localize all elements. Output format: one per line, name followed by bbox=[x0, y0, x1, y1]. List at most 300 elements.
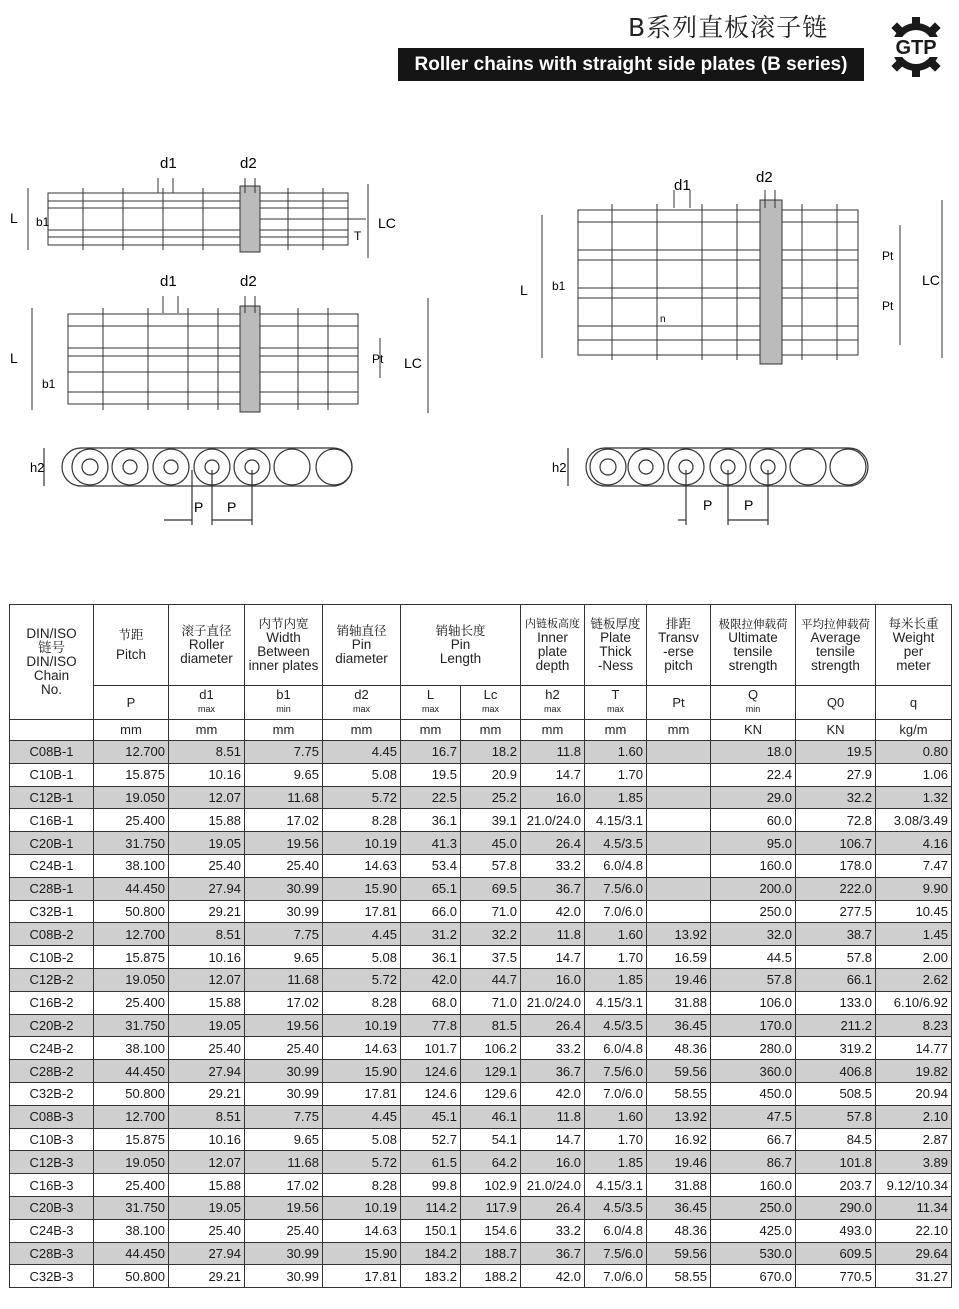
label-L: L bbox=[10, 210, 18, 226]
table-cell: 25.400 bbox=[94, 1174, 169, 1197]
table-cell: 21.0/24.0 bbox=[521, 809, 585, 832]
chain-model-cell: C12B-1 bbox=[10, 786, 94, 809]
table-row bbox=[10, 786, 952, 809]
table-cell: 39.1 bbox=[461, 809, 521, 832]
table-cell bbox=[647, 741, 711, 764]
diagram-side-view-right bbox=[548, 440, 878, 530]
table-row bbox=[10, 877, 952, 900]
table-cell: 11.8 bbox=[521, 741, 585, 764]
label-d2-triplex: d2 bbox=[756, 169, 773, 186]
table-cell: 1.60 bbox=[585, 1105, 647, 1128]
table-cell: 11.8 bbox=[521, 1105, 585, 1128]
unit-Q: KN bbox=[711, 720, 796, 741]
table-cell: 26.4 bbox=[521, 832, 585, 855]
table-cell: 14.7 bbox=[521, 1128, 585, 1151]
label-d1: d1 bbox=[160, 155, 177, 172]
table-cell: 8.51 bbox=[169, 1105, 245, 1128]
table-cell: 4.15/3.1 bbox=[585, 809, 647, 832]
table-cell bbox=[647, 900, 711, 923]
table-cell: 6.0/4.8 bbox=[585, 1219, 647, 1242]
table-cell: 25.400 bbox=[94, 991, 169, 1014]
table-row bbox=[10, 900, 952, 923]
table-cell: 44.450 bbox=[94, 1060, 169, 1083]
table-cell: 101.8 bbox=[796, 1151, 876, 1174]
table-cell: 14.63 bbox=[323, 1037, 401, 1060]
table-cell: 17.02 bbox=[245, 991, 323, 1014]
header-width-inner: 内节内宽 Width Between inner plates bbox=[245, 605, 323, 686]
unit-Lc: mm bbox=[461, 720, 521, 741]
table-cell: 8.51 bbox=[169, 923, 245, 946]
table-cell: 7.47 bbox=[876, 854, 952, 877]
chain-model-cell: C24B-2 bbox=[10, 1037, 94, 1060]
table-cell: 12.07 bbox=[169, 968, 245, 991]
table-cell: 44.5 bbox=[711, 946, 796, 969]
table-cell: 38.7 bbox=[796, 923, 876, 946]
chain-model-cell: C08B-2 bbox=[10, 923, 94, 946]
table-cell: 9.65 bbox=[245, 1128, 323, 1151]
table-row bbox=[10, 1265, 952, 1288]
table-cell: 31.750 bbox=[94, 1014, 169, 1037]
chain-model-cell: C16B-2 bbox=[10, 991, 94, 1014]
table-cell: 81.5 bbox=[461, 1014, 521, 1037]
table-cell: 37.5 bbox=[461, 946, 521, 969]
table-cell: 48.36 bbox=[647, 1219, 711, 1242]
table-cell: 10.19 bbox=[323, 832, 401, 855]
header-chain-no-1: DIN/ISO 链号 bbox=[26, 626, 77, 655]
table-cell: 50.800 bbox=[94, 1082, 169, 1105]
sym-Pt: Pt bbox=[647, 686, 711, 720]
table-cell: 183.2 bbox=[401, 1265, 461, 1288]
table-cell: 5.72 bbox=[323, 786, 401, 809]
table-cell: 44.7 bbox=[461, 968, 521, 991]
chain-model-cell: C20B-1 bbox=[10, 832, 94, 855]
table-cell: 19.5 bbox=[796, 741, 876, 764]
table-cell: 32.0 bbox=[711, 923, 796, 946]
table-cell: 6.10/6.92 bbox=[876, 991, 952, 1014]
diagram-duplex-top-view bbox=[8, 268, 433, 418]
sym-d1: d1 max bbox=[169, 686, 245, 720]
table-cell: 29.21 bbox=[169, 1265, 245, 1288]
unit-T: mm bbox=[585, 720, 647, 741]
table-cell: 29.21 bbox=[169, 900, 245, 923]
table-cell: 15.875 bbox=[94, 1128, 169, 1151]
header-average: 平均拉伸载荷 Average tensile strength bbox=[796, 605, 876, 686]
chain-model-cell: C16B-3 bbox=[10, 1174, 94, 1197]
table-cell: 17.81 bbox=[323, 1265, 401, 1288]
table-cell: 19.46 bbox=[647, 968, 711, 991]
table-cell: 15.875 bbox=[94, 763, 169, 786]
table-cell: 42.0 bbox=[401, 968, 461, 991]
table-cell: 106.2 bbox=[461, 1037, 521, 1060]
table-cell: 59.56 bbox=[647, 1060, 711, 1083]
table-cell: 13.92 bbox=[647, 1105, 711, 1128]
table-cell: 12.700 bbox=[94, 923, 169, 946]
table-cell: 27.94 bbox=[169, 1242, 245, 1265]
table-cell: 250.0 bbox=[711, 900, 796, 923]
sym-Q: Q min bbox=[711, 686, 796, 720]
chain-model-cell: C12B-2 bbox=[10, 968, 94, 991]
table-cell: 54.1 bbox=[461, 1128, 521, 1151]
table-cell: 4.5/3.5 bbox=[585, 1014, 647, 1037]
table-cell: 9.65 bbox=[245, 763, 323, 786]
table-cell: 2.00 bbox=[876, 946, 952, 969]
table-row bbox=[10, 1082, 952, 1105]
table-cell: 188.7 bbox=[461, 1242, 521, 1265]
label-n-triplex: n bbox=[660, 314, 666, 325]
table-row bbox=[10, 1242, 952, 1265]
table-cell: 200.0 bbox=[711, 877, 796, 900]
table-cell: 66.7 bbox=[711, 1128, 796, 1151]
gtp-logo bbox=[876, 16, 956, 78]
table-cell: 124.6 bbox=[401, 1082, 461, 1105]
table-cell: 114.2 bbox=[401, 1196, 461, 1219]
table-cell: 57.8 bbox=[796, 1105, 876, 1128]
sym-pitch: P bbox=[94, 686, 169, 720]
table-cell: 42.0 bbox=[521, 900, 585, 923]
table-cell: 19.82 bbox=[876, 1060, 952, 1083]
table-cell: 450.0 bbox=[711, 1082, 796, 1105]
table-cell: 95.0 bbox=[711, 832, 796, 855]
table-cell: 19.05 bbox=[169, 1014, 245, 1037]
table-cell: 33.2 bbox=[521, 1219, 585, 1242]
label-d1-duplex: d1 bbox=[160, 273, 177, 290]
table-cell: 27.94 bbox=[169, 1060, 245, 1083]
table-cell: 5.72 bbox=[323, 968, 401, 991]
table-cell: 2.10 bbox=[876, 1105, 952, 1128]
header-pin-dia: 销轴直径 Pin diameter bbox=[323, 605, 401, 686]
table-row bbox=[10, 1151, 952, 1174]
table-cell: 14.63 bbox=[323, 854, 401, 877]
table-cell: 30.99 bbox=[245, 1082, 323, 1105]
table-row bbox=[10, 1174, 952, 1197]
spec-table-body bbox=[10, 741, 952, 1288]
table-cell: 106.0 bbox=[711, 991, 796, 1014]
sym-b1: b1 min bbox=[245, 686, 323, 720]
table-row bbox=[10, 968, 952, 991]
table-cell: 38.100 bbox=[94, 1219, 169, 1242]
table-cell: 4.45 bbox=[323, 923, 401, 946]
label-Lc-triplex: LC bbox=[922, 272, 940, 288]
logo-text: GTP bbox=[895, 37, 937, 59]
table-cell: 10.16 bbox=[169, 1128, 245, 1151]
sym-d2: d2 max bbox=[323, 686, 401, 720]
table-cell: 52.7 bbox=[401, 1128, 461, 1151]
table-cell: 1.85 bbox=[585, 1151, 647, 1174]
table-cell: 36.7 bbox=[521, 877, 585, 900]
table-cell: 31.750 bbox=[94, 1196, 169, 1219]
header-chain-no-2: DIN/ISO Chain No. bbox=[26, 654, 77, 697]
table-cell: 203.7 bbox=[796, 1174, 876, 1197]
header-weight: 每米长重 Weight per meter bbox=[876, 605, 952, 686]
table-cell: 7.75 bbox=[245, 1105, 323, 1128]
table-cell: 25.2 bbox=[461, 786, 521, 809]
diagram-simplex-top-view bbox=[8, 148, 418, 278]
table-cell: 4.45 bbox=[323, 1105, 401, 1128]
table-cell: 25.40 bbox=[245, 854, 323, 877]
table-cell: 57.8 bbox=[461, 854, 521, 877]
sym-q: q bbox=[876, 686, 952, 720]
table-cell: 154.6 bbox=[461, 1219, 521, 1242]
sym-T: T max bbox=[585, 686, 647, 720]
table-cell: 5.08 bbox=[323, 763, 401, 786]
table-cell: 133.0 bbox=[796, 991, 876, 1014]
table-cell: 25.40 bbox=[169, 1219, 245, 1242]
chain-model-cell: C24B-3 bbox=[10, 1219, 94, 1242]
sym-h2: h2 max bbox=[521, 686, 585, 720]
table-cell: 280.0 bbox=[711, 1037, 796, 1060]
table-cell: 17.02 bbox=[245, 809, 323, 832]
table-row bbox=[10, 1128, 952, 1151]
table-cell: 9.12/10.34 bbox=[876, 1174, 952, 1197]
table-cell: 84.5 bbox=[796, 1128, 876, 1151]
table-cell: 33.2 bbox=[521, 1037, 585, 1060]
table-cell: 3.08/3.49 bbox=[876, 809, 952, 832]
table-cell: 20.9 bbox=[461, 763, 521, 786]
table-cell: 19.05 bbox=[169, 1196, 245, 1219]
table-cell: 15.875 bbox=[94, 946, 169, 969]
label-P-right-2: P bbox=[744, 497, 754, 513]
table-cell: 44.450 bbox=[94, 1242, 169, 1265]
table-cell: 10.19 bbox=[323, 1014, 401, 1037]
table-cell: 32.2 bbox=[461, 923, 521, 946]
table-row bbox=[10, 1196, 952, 1219]
table-cell: 9.65 bbox=[245, 946, 323, 969]
table-cell: 406.8 bbox=[796, 1060, 876, 1083]
header-roller-dia: 滚子直径 Roller diameter bbox=[169, 605, 245, 686]
table-cell: 60.0 bbox=[711, 809, 796, 832]
unit-d1: mm bbox=[169, 720, 245, 741]
diagram-triplex-top-view bbox=[512, 160, 957, 370]
table-cell: 12.07 bbox=[169, 786, 245, 809]
table-cell: 11.34 bbox=[876, 1196, 952, 1219]
table-cell: 10.16 bbox=[169, 763, 245, 786]
table-cell: 29.21 bbox=[169, 1082, 245, 1105]
table-cell: 10.16 bbox=[169, 946, 245, 969]
table-cell: 1.85 bbox=[585, 968, 647, 991]
table-cell: 30.99 bbox=[245, 900, 323, 923]
table-cell: 71.0 bbox=[461, 900, 521, 923]
table-cell: 42.0 bbox=[521, 1082, 585, 1105]
chain-model-cell: C12B-3 bbox=[10, 1151, 94, 1174]
table-cell: 5.08 bbox=[323, 1128, 401, 1151]
table-row bbox=[10, 1105, 952, 1128]
table-cell: 30.99 bbox=[245, 1242, 323, 1265]
label-Pt-triplex-2: Pt bbox=[882, 299, 894, 313]
table-cell: 530.0 bbox=[711, 1242, 796, 1265]
unit-blank bbox=[10, 720, 94, 741]
table-cell: 290.0 bbox=[796, 1196, 876, 1219]
table-cell: 106.7 bbox=[796, 832, 876, 855]
table-cell: 1.70 bbox=[585, 1128, 647, 1151]
table-cell: 25.400 bbox=[94, 809, 169, 832]
label-Pt-triplex-1: Pt bbox=[882, 249, 894, 263]
table-cell: 1.60 bbox=[585, 923, 647, 946]
table-cell: 72.8 bbox=[796, 809, 876, 832]
table-cell: 0.80 bbox=[876, 741, 952, 764]
table-cell: 33.2 bbox=[521, 854, 585, 877]
table-cell: 26.4 bbox=[521, 1014, 585, 1037]
table-cell: 86.7 bbox=[711, 1151, 796, 1174]
table-cell: 53.4 bbox=[401, 854, 461, 877]
table-cell: 508.5 bbox=[796, 1082, 876, 1105]
table-cell: 188.2 bbox=[461, 1265, 521, 1288]
label-b1-triplex: b1 bbox=[552, 279, 566, 293]
table-cell: 160.0 bbox=[711, 1174, 796, 1197]
table-cell: 425.0 bbox=[711, 1219, 796, 1242]
label-d2: d2 bbox=[240, 155, 257, 172]
table-cell: 30.99 bbox=[245, 1060, 323, 1083]
table-cell: 38.100 bbox=[94, 1037, 169, 1060]
table-cell: 117.9 bbox=[461, 1196, 521, 1219]
label-T: T bbox=[354, 229, 362, 243]
table-cell: 36.1 bbox=[401, 946, 461, 969]
table-row bbox=[10, 763, 952, 786]
table-cell: 5.72 bbox=[323, 1151, 401, 1174]
table-cell: 7.5/6.0 bbox=[585, 877, 647, 900]
sym-L: L max bbox=[401, 686, 461, 720]
table-cell: 1.06 bbox=[876, 763, 952, 786]
table-row bbox=[10, 923, 952, 946]
table-cell: 19.56 bbox=[245, 1014, 323, 1037]
table-cell bbox=[647, 786, 711, 809]
table-cell: 36.7 bbox=[521, 1242, 585, 1265]
table-cell: 14.77 bbox=[876, 1037, 952, 1060]
table-cell: 36.1 bbox=[401, 809, 461, 832]
table-cell: 7.5/6.0 bbox=[585, 1060, 647, 1083]
table-cell: 4.15/3.1 bbox=[585, 991, 647, 1014]
table-cell: 45.1 bbox=[401, 1105, 461, 1128]
table-cell: 19.56 bbox=[245, 832, 323, 855]
table-cell: 48.36 bbox=[647, 1037, 711, 1060]
label-b1-duplex: b1 bbox=[42, 377, 56, 391]
table-cell: 19.050 bbox=[94, 968, 169, 991]
chain-model-cell: C32B-2 bbox=[10, 1082, 94, 1105]
label-Lc-duplex: LC bbox=[404, 355, 422, 371]
table-row bbox=[10, 1037, 952, 1060]
table-cell: 16.59 bbox=[647, 946, 711, 969]
table-cell: 129.1 bbox=[461, 1060, 521, 1083]
table-cell: 15.90 bbox=[323, 1242, 401, 1265]
label-P-right-1: P bbox=[703, 497, 713, 513]
chain-model-cell: C10B-3 bbox=[10, 1128, 94, 1151]
table-cell: 68.0 bbox=[401, 991, 461, 1014]
label-P-left-2: P bbox=[227, 499, 237, 515]
table-cell: 1.70 bbox=[585, 946, 647, 969]
label-d1-triplex: d1 bbox=[674, 177, 691, 194]
table-row bbox=[10, 741, 952, 764]
chain-model-cell: C20B-3 bbox=[10, 1196, 94, 1219]
table-cell: 99.8 bbox=[401, 1174, 461, 1197]
label-h2-right: h2 bbox=[552, 460, 567, 475]
table-cell bbox=[647, 809, 711, 832]
table-cell: 69.5 bbox=[461, 877, 521, 900]
chain-model-cell: C08B-3 bbox=[10, 1105, 94, 1128]
label-b1: b1 bbox=[36, 215, 50, 229]
table-cell: 16.0 bbox=[521, 968, 585, 991]
table-cell: 4.15/3.1 bbox=[585, 1174, 647, 1197]
table-cell: 17.02 bbox=[245, 1174, 323, 1197]
table-cell: 25.40 bbox=[245, 1037, 323, 1060]
unit-Pt: mm bbox=[647, 720, 711, 741]
table-cell: 57.8 bbox=[711, 968, 796, 991]
table-cell: 18.2 bbox=[461, 741, 521, 764]
table-cell: 2.62 bbox=[876, 968, 952, 991]
table-cell: 12.07 bbox=[169, 1151, 245, 1174]
table-cell: 4.16 bbox=[876, 832, 952, 855]
chain-model-cell: C32B-3 bbox=[10, 1265, 94, 1288]
table-cell: 18.0 bbox=[711, 741, 796, 764]
table-cell: 21.0/24.0 bbox=[521, 991, 585, 1014]
table-cell: 15.90 bbox=[323, 1060, 401, 1083]
table-cell: 360.0 bbox=[711, 1060, 796, 1083]
table-cell: 58.55 bbox=[647, 1082, 711, 1105]
table-cell: 25.40 bbox=[245, 1219, 323, 1242]
table-cell: 1.32 bbox=[876, 786, 952, 809]
table-cell: 9.90 bbox=[876, 877, 952, 900]
label-P-left-1: P bbox=[194, 499, 204, 515]
table-row bbox=[10, 854, 952, 877]
table-cell: 11.68 bbox=[245, 786, 323, 809]
chain-model-cell: C16B-1 bbox=[10, 809, 94, 832]
table-cell: 160.0 bbox=[711, 854, 796, 877]
table-cell: 32.2 bbox=[796, 786, 876, 809]
header-ultimate: 极限拉伸载荷 Ultimate tensile strength bbox=[711, 605, 796, 686]
table-cell: 493.0 bbox=[796, 1219, 876, 1242]
table-cell: 19.05 bbox=[169, 832, 245, 855]
unit-b1: mm bbox=[245, 720, 323, 741]
table-cell: 57.8 bbox=[796, 946, 876, 969]
table-cell: 30.99 bbox=[245, 877, 323, 900]
table-row bbox=[10, 832, 952, 855]
table-cell: 16.92 bbox=[647, 1128, 711, 1151]
table-cell: 670.0 bbox=[711, 1265, 796, 1288]
table-cell: 14.7 bbox=[521, 946, 585, 969]
table-cell bbox=[647, 832, 711, 855]
table-cell: 12.700 bbox=[94, 741, 169, 764]
chain-model-cell: C10B-2 bbox=[10, 946, 94, 969]
header-plate-thick: 链板厚度 Plate Thick -Ness bbox=[585, 605, 647, 686]
table-cell: 6.0/4.8 bbox=[585, 854, 647, 877]
table-row bbox=[10, 946, 952, 969]
sym-Q0: Q0 bbox=[796, 686, 876, 720]
table-cell: 7.75 bbox=[245, 741, 323, 764]
table-cell: 19.050 bbox=[94, 786, 169, 809]
table-cell: 26.4 bbox=[521, 1196, 585, 1219]
table-cell: 21.0/24.0 bbox=[521, 1174, 585, 1197]
header-pitch: 节距 Pitch bbox=[94, 605, 169, 686]
table-cell: 150.1 bbox=[401, 1219, 461, 1242]
table-cell: 15.88 bbox=[169, 991, 245, 1014]
table-cell: 101.7 bbox=[401, 1037, 461, 1060]
table-cell bbox=[647, 854, 711, 877]
table-cell: 16.0 bbox=[521, 1151, 585, 1174]
chain-model-cell: C28B-2 bbox=[10, 1060, 94, 1083]
table-cell: 1.60 bbox=[585, 741, 647, 764]
unit-h2: mm bbox=[521, 720, 585, 741]
table-cell: 29.64 bbox=[876, 1242, 952, 1265]
table-cell: 19.56 bbox=[245, 1196, 323, 1219]
table-cell: 19.46 bbox=[647, 1151, 711, 1174]
table-cell: 10.19 bbox=[323, 1196, 401, 1219]
table-cell: 64.2 bbox=[461, 1151, 521, 1174]
table-cell: 16.0 bbox=[521, 786, 585, 809]
table-cell: 277.5 bbox=[796, 900, 876, 923]
table-cell: 46.1 bbox=[461, 1105, 521, 1128]
table-cell: 8.51 bbox=[169, 741, 245, 764]
page-title-en: Roller chains with straight side plates (B series) bbox=[398, 48, 864, 81]
table-cell bbox=[647, 763, 711, 786]
table-cell: 7.75 bbox=[245, 923, 323, 946]
